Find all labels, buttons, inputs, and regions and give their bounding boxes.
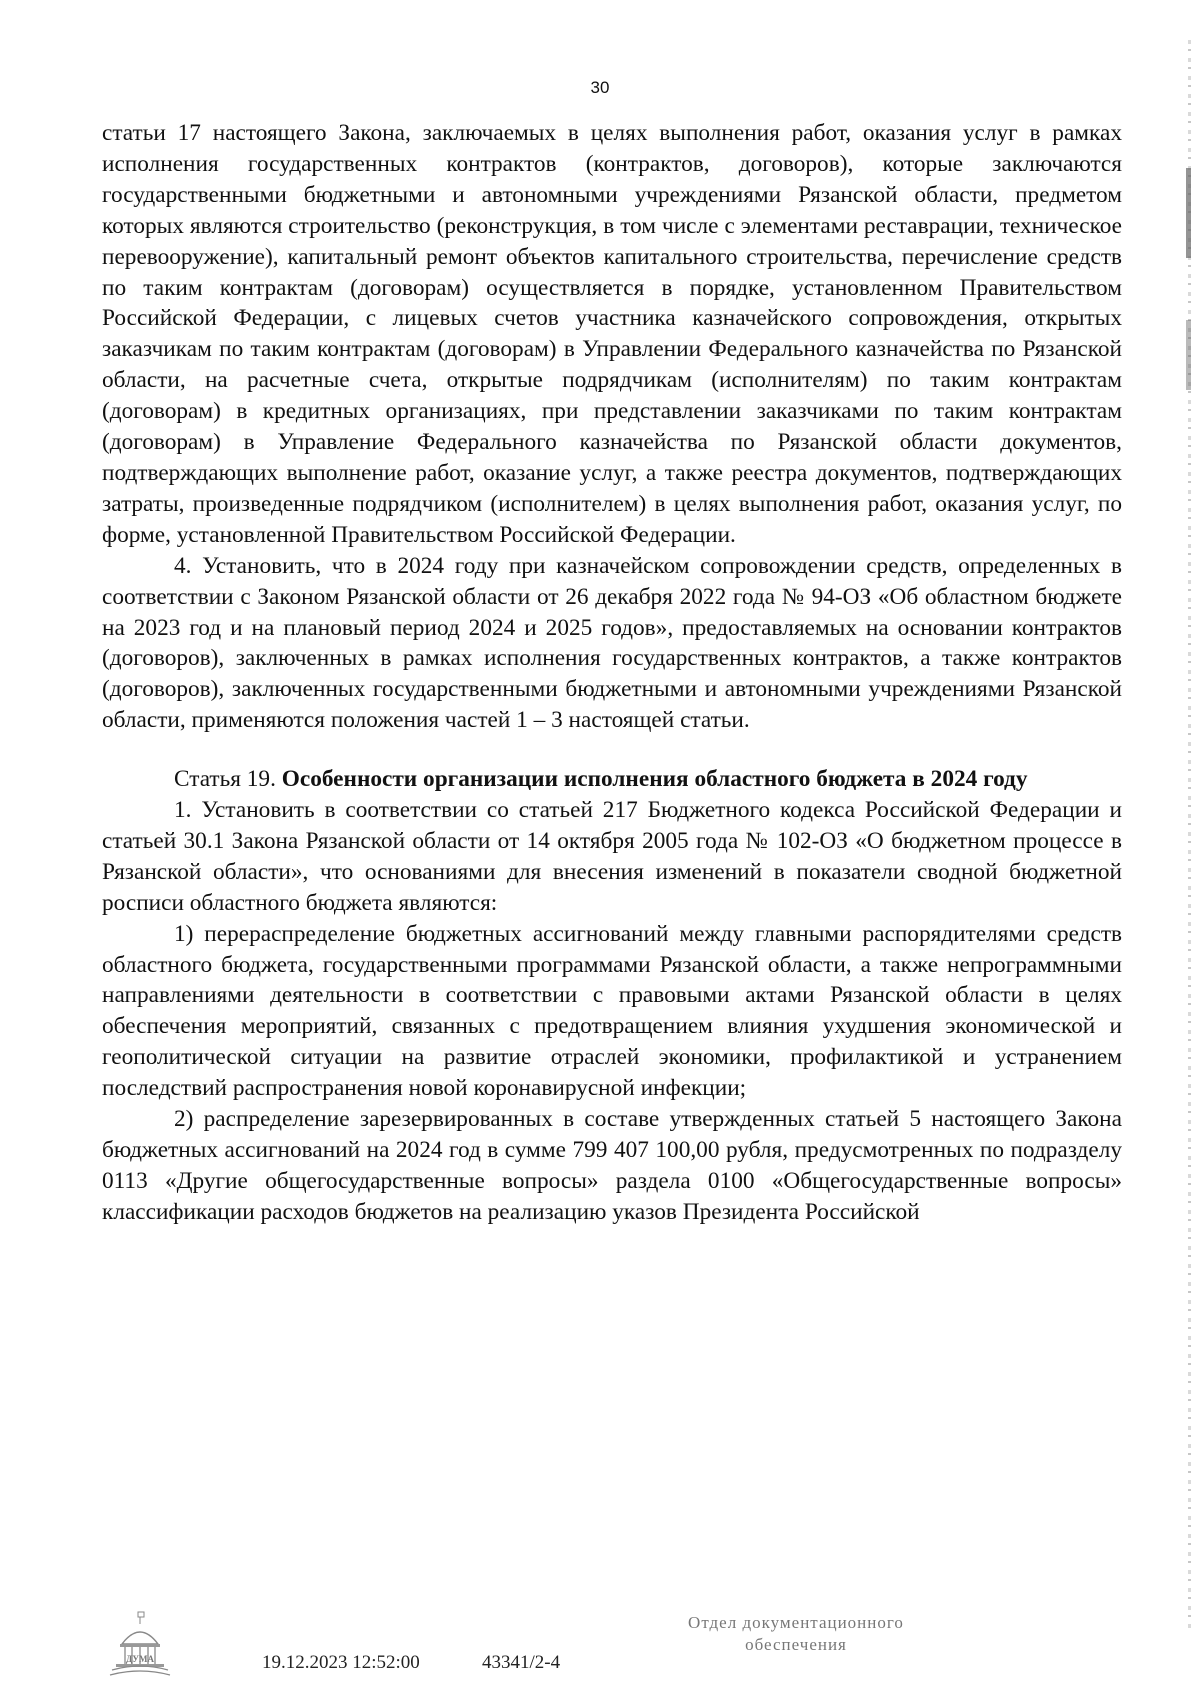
svg-text:ДУМА: ДУМА <box>126 1654 154 1664</box>
department-line-1: Отдел документационного <box>688 1613 904 1632</box>
paragraph-continuation: статьи 17 настоящего Закона, заключаемых в целях выполнения работ, оказания услуг в рамках исполнения государственных контрактов (контрактов, договоров), которые заключаются государственными бюджетными и автономными учреждениями Рязанской области, предметом которых являются строительство (реконструкция, в том числе с элементами реставрации, техническое перевооружение), капитальный ремонт объектов капитального строительства, перечисление средств по таким контрактам (договорам) осуществляется в порядке, установленном Правительством Российской Федерации, с лицевых счетов участника казначейского сопровождения, открытых заказчикам по таким контрактам (договорам) в Управлении Федерального казначейства по Рязанской области, на расчетные счета, открытые подрядчикам (исполнителям) по таким контрактам (договорам) в кредитных организациях, при представлении заказчиками по таким контрактам (договорам) в Управление Федерального казначейства по Рязанской области документов, подтверждающих выполнение работ, оказание услуг, а также реестра документов, подтверждающих затраты, произведенные подрядчиком (исполнителем) в целях выполнения работ, оказания услуг, по форме, установленной Правительством Российской Федерации. <box>102 120 1122 548</box>
footer-document-code: 43341/2-4 <box>482 1652 561 1673</box>
paragraph-item-4: 4. Установить, что в 2024 году при казначейском сопровождении средств, определенных в соответствии с Законом Рязанской области от 26 декабря 2022 года № 94-ОЗ «Об областном бюджете на 2023 год и на плановый период 2024 и 2025 годов», предоставляемых на основании контрактов (договоров), заключенных в рамках исполнения государственных контрактов, а также контрактов (договоров), заключенных государственными бюджетными и автономными учреждениями Рязанской области, применяются положения частей 1 – 3 настоящей статьи. <box>102 552 1122 734</box>
department-line-2: обеспечения <box>745 1635 847 1654</box>
footer-department-stamp <box>646 1612 946 1656</box>
article-label: Статья 19. <box>174 766 276 793</box>
scan-edge-artifact <box>1188 40 1191 1630</box>
scan-edge-mark <box>1186 320 1191 390</box>
article-paragraph-1: 1. Установить в соответствии со статьей 217 Бюджетного кодекса Российской Федерации и статьей 30.1 Закона Рязанской области от 14 октября 2005 года № 102-ОЗ «О бюджетном процессе в Рязанской области», что основаниями для внесения изменений в показатели сводной бюджетной росписи областного бюджета являются: <box>102 797 1122 916</box>
footer-timestamp: 19.12.2023 12:52:00 <box>262 1652 420 1673</box>
scan-edge-mark <box>1186 168 1191 258</box>
duma-emblem-icon <box>108 1610 172 1678</box>
article-subitem-1: 1) перераспределение бюджетных ассигнований между главными распорядителями средств областного бюджета, государственными программами Рязанской области, а также непрограммными направлениями деятельности в соответствии с правовыми актами Рязанской области в целях обеспечения мероприятий, связанных с предотвращением влияния ухудшения экономической и геополитической ситуации на развитие отраслей экономики, профилактикой и устранением последствий распространения новой коронавирусной инфекции; <box>102 920 1122 1102</box>
document-body <box>102 118 1122 1228</box>
article-title: Особенности организации исполнения областного бюджета в 2024 году <box>281 766 1028 793</box>
page-number: 30 <box>590 78 610 97</box>
article-subitem-2: 2) распределение зарезервированных в составе утвержденных статьей 5 настоящего Закона бюджетных ассигнований на 2024 год в сумме 799 407 100,00 рубля, предусмотренных по подразделу 0113 «Другие общегосударственные вопросы» раздела 0100 «Общегосударственные вопросы» классификации расходов бюджетов на реализацию указов Президента Российской <box>102 1106 1122 1225</box>
article-heading <box>102 764 1122 795</box>
